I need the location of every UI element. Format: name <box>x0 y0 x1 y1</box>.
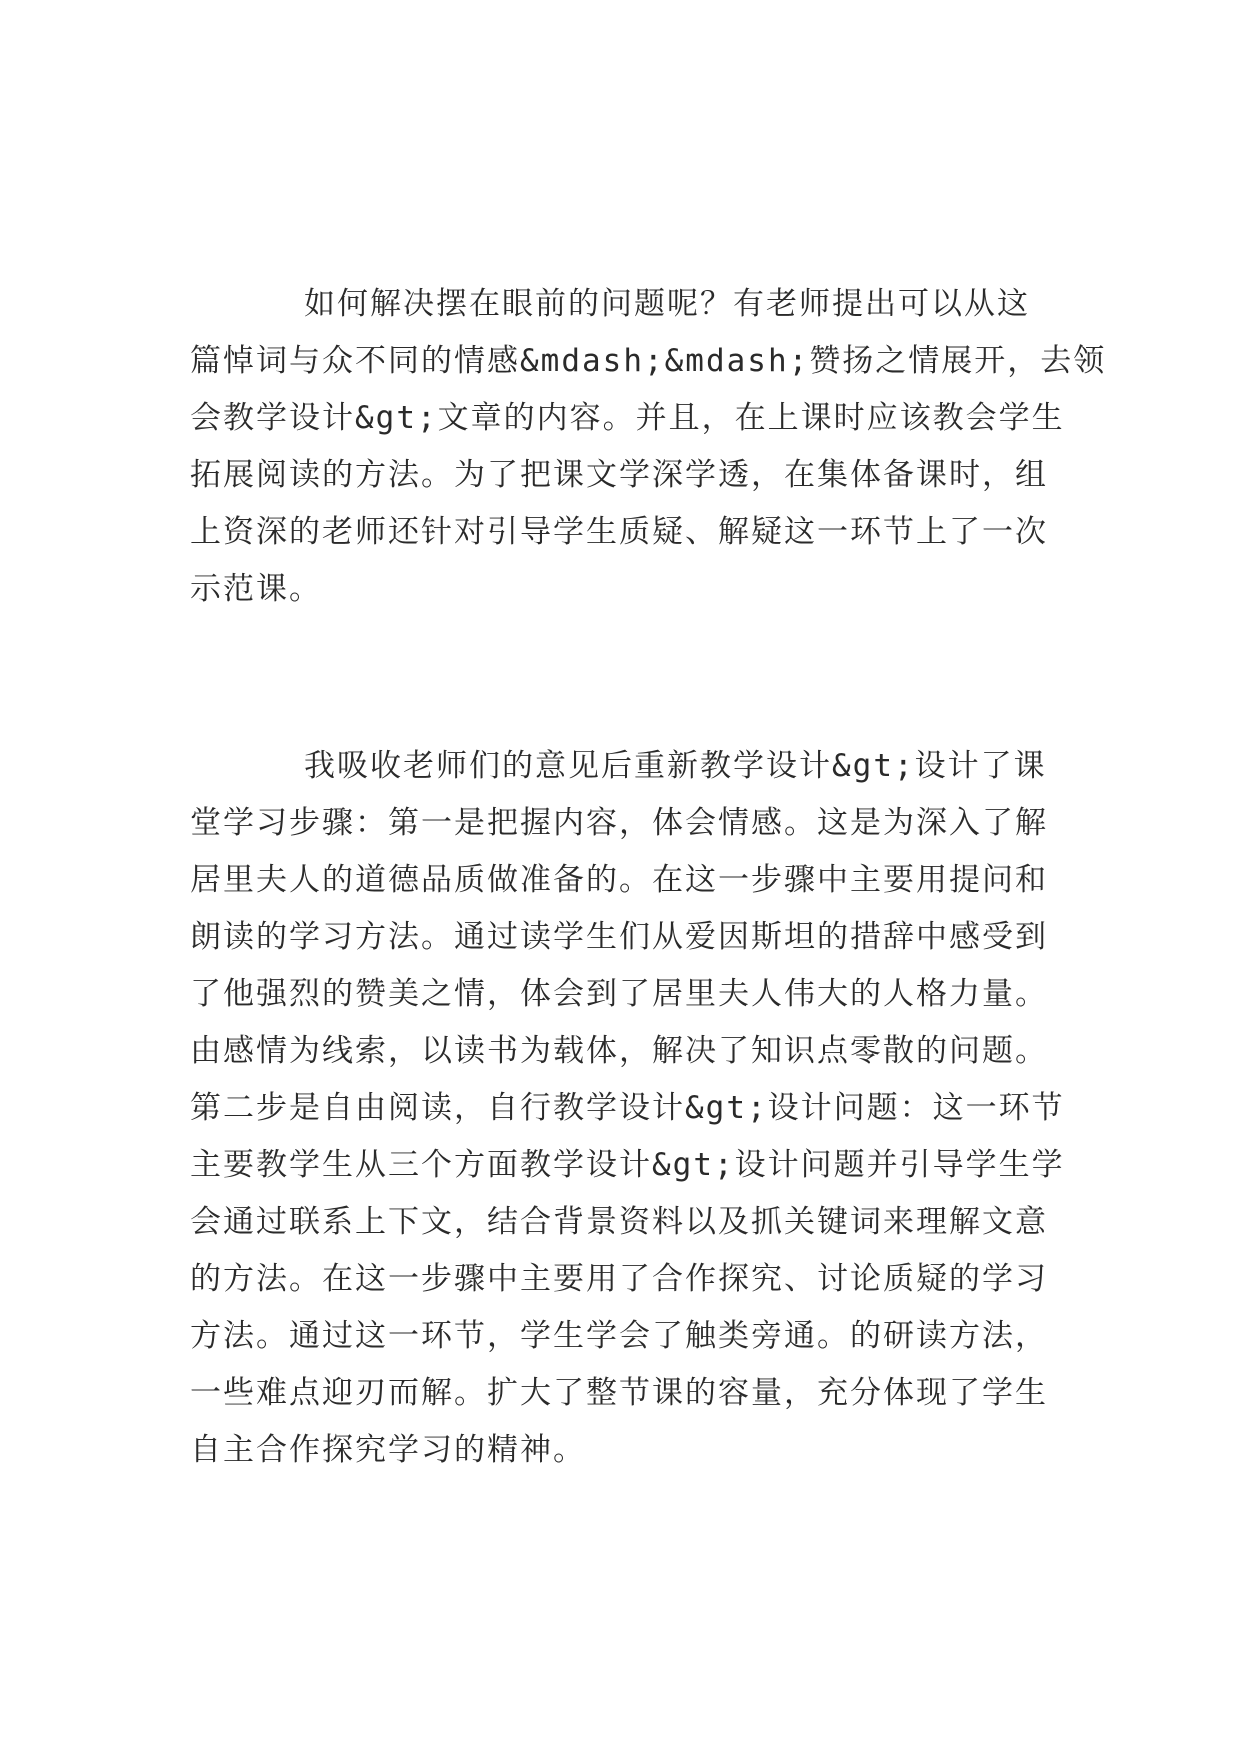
paragraph-line: 上资深的老师还针对引导学生质疑、解疑这一环节上了一次 <box>190 514 1048 550</box>
paragraph-1 <box>190 276 1107 618</box>
paragraph-line: 了他强烈的赞美之情，体会到了居里夫人伟大的人格力量。 <box>190 976 1048 1012</box>
paragraph-line: 居里夫人的道德品质做准备的。在这一步骤中主要用提问和 <box>190 862 1048 898</box>
paragraph-line: 由感情为线索，以读书为载体，解决了知识点零散的问题。 <box>190 1033 1048 1069</box>
paragraph-line: 主要教学生从三个方面教学设计&gt;设计问题并引导学生学 <box>190 1147 1065 1183</box>
paragraph-line: 一些难点迎刃而解。扩大了整节课的容量，充分体现了学生 <box>190 1375 1048 1411</box>
paragraph-line: 会教学设计&gt;文章的内容。并且，在上课时应该教会学生 <box>190 400 1065 436</box>
paragraph-line: 朗读的学习方法。通过读学生们从爱因斯坦的措辞中感受到 <box>190 919 1048 955</box>
paragraph-line: 第二步是自由阅读，自行教学设计&gt;设计问题：这一环节 <box>190 1090 1065 1126</box>
paragraph-line: 篇悼词与众不同的情感&mdash;&mdash;赞扬之情展开，去领 <box>190 343 1107 379</box>
paragraph-line: 示范课。 <box>190 571 322 607</box>
paragraph-line: 堂学习步骤：第一是把握内容，体会情感。这是为深入了解 <box>190 805 1048 841</box>
paragraph-line: 拓展阅读的方法。为了把课文学深学透，在集体备课时，组 <box>190 457 1048 493</box>
paragraph-line: 方法。通过这一环节，学生学会了触类旁通。的研读方法， <box>190 1318 1048 1354</box>
paragraph-line: 自主合作探究学习的精神。 <box>190 1432 586 1468</box>
paragraph-line: 我吸收老师们的意见后重新教学设计&gt;设计了课 <box>304 748 1047 784</box>
paragraph-line: 如何解决摆在眼前的问题呢？有老师提出可以从这 <box>304 286 1030 322</box>
paragraph-line: 会通过联系上下文，结合背景资料以及抓关键词来理解文意 <box>190 1204 1048 1240</box>
paragraph-line: 的方法。在这一步骤中主要用了合作探究、讨论质疑的学习 <box>190 1261 1048 1297</box>
paragraph-2 <box>190 738 1065 1479</box>
